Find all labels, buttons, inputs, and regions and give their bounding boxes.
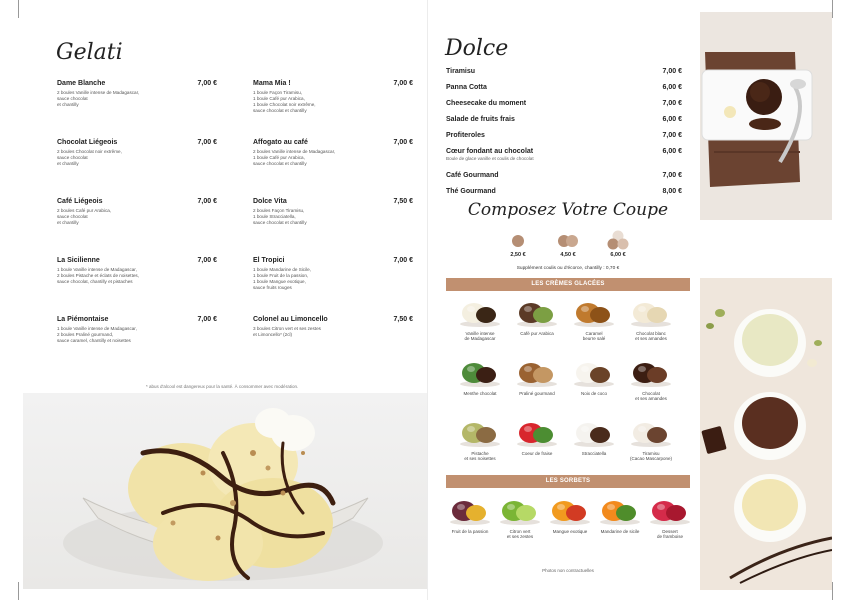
vanilla-icon xyxy=(454,293,506,329)
mango-icon xyxy=(544,491,596,527)
dolce-item xyxy=(446,172,682,188)
crop-mark xyxy=(18,582,19,600)
gelati-name: Chocolat Liégeois xyxy=(57,139,118,146)
gelati-price: 7,50 € xyxy=(393,198,413,205)
crop-mark xyxy=(832,582,833,600)
dolce-price: 7,00 € xyxy=(662,68,682,75)
gelati-column-right xyxy=(253,80,413,375)
caramel-icon xyxy=(568,293,620,329)
dolce-name: Cheesecake du moment xyxy=(446,100,527,107)
gelati-description: 2 boules Façon Tiramisu, 1 boule Stracciatella, sauce chocolat et chantilly xyxy=(253,208,307,225)
raspberry-icon xyxy=(644,491,696,527)
flavor-label: Fruit de la passion xyxy=(451,529,489,534)
gelati-description: 1 boule Vanille intense de Madagascar, 2 boules Pistache et éclats de noisettes, sauce chocolat, chantilly et pistaches xyxy=(57,267,139,284)
flavor-label: Coeur de fraise xyxy=(521,451,553,456)
flavor-label: Praliné gourmand xyxy=(519,391,555,396)
flavor-item xyxy=(494,491,546,540)
gelati-price: 7,00 € xyxy=(197,80,217,87)
flavor-label: Pistache et ses noisettes xyxy=(464,451,496,462)
gelati-price: 7,00 € xyxy=(393,139,413,146)
gelati-item xyxy=(253,139,413,198)
photos-disclaimer: Photos non contractuelles xyxy=(542,568,594,573)
dolce-name: Tiramisu xyxy=(446,68,476,75)
dolce-item xyxy=(446,100,682,116)
gelati-description: 2 boules Chocolat noir extrême, sauce chocolat et chantilly xyxy=(57,149,122,166)
dolce-price: 6,00 € xyxy=(662,116,682,123)
supplement-note: Supplément coulis ou d'écorce, chantilly : 0,70 € xyxy=(516,266,620,271)
gelati-description: 1 boule Mandarine de Sicile, 1 boule Fruit de la passion, 1 boule Mangue exotique, sauce fruits rouges xyxy=(253,267,311,290)
dolce-name: Salade de fruits frais xyxy=(446,116,515,123)
dolce-item xyxy=(446,116,682,132)
pistachio-icon xyxy=(454,413,506,449)
dolce-price: 6,00 € xyxy=(662,84,682,91)
flavor-item xyxy=(454,293,506,342)
gelati-description: 2 boules Vanille intense de Madagascar, sauce chocolat et chantilly xyxy=(57,90,140,107)
coconut-icon xyxy=(568,353,620,389)
dolce-item xyxy=(446,148,682,172)
flavor-label: Menthe chocolat xyxy=(463,391,497,396)
gelati-name: Café Liégeois xyxy=(57,198,103,205)
flavor-item xyxy=(625,353,677,402)
gelati-item xyxy=(57,80,217,139)
gelati-description: 3 boules Citron vert et ses zestes et Limoncello* (2cl) xyxy=(253,326,321,337)
white-chocolate-icon xyxy=(625,293,677,329)
gelati-price: 7,00 € xyxy=(197,257,217,264)
one-scoop-icon xyxy=(498,230,538,252)
flavor-label: Tiramisu (Cacao Mascarpone) xyxy=(629,451,673,462)
flavor-label: Stracciatella xyxy=(581,451,607,456)
dolce-name: Profiteroles xyxy=(446,132,485,139)
dolce-price: 6,00 € xyxy=(662,148,682,155)
flavor-label: Mandarine de sicile xyxy=(600,529,640,534)
cremes-heading: LES CRÈMES GLACÉES xyxy=(446,278,690,291)
coupe-option-1-scoop xyxy=(498,230,538,266)
flavor-item xyxy=(454,353,506,396)
coupe-price: 6,00 € xyxy=(610,252,626,258)
gelati-price: 7,00 € xyxy=(197,198,217,205)
coupe-title: Composez Votre Coupe xyxy=(467,200,669,220)
flavor-row xyxy=(446,413,690,473)
flavor-item xyxy=(625,413,677,462)
sorbets-heading: LES SORBETS xyxy=(446,475,690,488)
flavor-item xyxy=(454,413,506,462)
gelati-description: 2 boules Café pur Arabica, sauce chocolat et chantilly xyxy=(57,208,112,225)
gelati-name: Dame Blanche xyxy=(57,80,106,87)
dolce-price: 7,00 € xyxy=(662,132,682,139)
dolce-price: 8,00 € xyxy=(662,188,682,195)
dolce-title: Dolce xyxy=(445,36,509,61)
gelati-description: 1 boule Façon Tiramisu, 1 boule Café pur Arabica, 1 boule Chocolat noir extrême, sauce chocolat et chantilly xyxy=(253,90,316,113)
flavor-label: Noix de coco xyxy=(580,391,607,396)
gelati-price: 7,00 € xyxy=(197,139,217,146)
sorbets-grid xyxy=(446,491,690,551)
gelati-name: Dolce Vita xyxy=(253,198,287,205)
three-scoops-icon xyxy=(598,230,638,252)
flavor-label: Citron vert et ses zestes xyxy=(506,529,534,540)
flavor-item xyxy=(644,491,696,540)
strawberry-icon xyxy=(511,413,563,449)
dolce-price: 7,00 € xyxy=(662,172,682,179)
cremes-grid xyxy=(446,293,690,473)
flavor-item xyxy=(511,353,563,396)
coupe-option-3-scoops xyxy=(598,230,638,266)
gelati-item xyxy=(253,80,413,139)
flavor-label: Vanille intense de Madagascar xyxy=(464,331,496,342)
gelati-name: Mama Mia ! xyxy=(253,80,291,87)
gelati-price: 7,00 € xyxy=(197,316,217,323)
flavor-row xyxy=(446,353,690,413)
dolce-item xyxy=(446,68,682,84)
flavor-label: Café pur Arabica xyxy=(520,331,554,336)
flavor-row xyxy=(446,293,690,353)
mandarin-icon xyxy=(594,491,646,527)
flavor-item xyxy=(444,491,496,534)
flavor-label: Mangue exotique xyxy=(552,529,588,534)
gelati-item xyxy=(253,316,413,375)
dolce-name: Cœur fondant au chocolat xyxy=(446,148,534,155)
gelati-name: El Tropici xyxy=(253,257,285,264)
flavor-item xyxy=(511,413,563,456)
dolce-subtitle: Boule de glace vanille et coulis de chocolat xyxy=(446,156,534,161)
two-scoops-icon xyxy=(548,230,588,252)
gelati-price: 7,00 € xyxy=(393,257,413,264)
passion-fruit-icon xyxy=(444,491,496,527)
flavor-label: Chocolat et ses amandes xyxy=(635,391,667,402)
coupe-options xyxy=(446,230,690,266)
gelati-description: 1 boule Vanille intense de Madagascar, 2 boules Praliné gourmand, sauce caramel, chantilly et noisettes xyxy=(57,326,137,343)
gelati-name: La Sicilienne xyxy=(57,257,100,264)
dolce-list xyxy=(446,68,682,204)
gelati-name: La Piémontaise xyxy=(57,316,109,323)
alcohol-notice: * abus d'alcool est dangereux pour la santé. À consommer avec modération. xyxy=(146,384,299,389)
gelati-item xyxy=(253,198,413,257)
stracciatella-icon xyxy=(568,413,620,449)
gelati-item xyxy=(57,198,217,257)
coffee-icon xyxy=(511,293,563,329)
flavor-item xyxy=(568,293,620,342)
right-page xyxy=(428,0,855,600)
gelati-title: Gelati xyxy=(56,40,123,65)
coupe-option-2-scoops xyxy=(548,230,588,266)
fondant-photo xyxy=(700,12,832,220)
tiramisu-icon xyxy=(625,413,677,449)
gelati-name: Colonel au Limoncello xyxy=(253,316,328,323)
dolce-item xyxy=(446,132,682,148)
flavor-item xyxy=(544,491,596,534)
hazelnut-icon xyxy=(511,353,563,389)
dolce-name: Café Gourmand xyxy=(446,172,499,179)
crop-mark xyxy=(832,0,833,18)
coupe-price: 2,50 € xyxy=(510,252,526,258)
gelati-item xyxy=(57,316,217,375)
flavor-label: Caramel beurre salé xyxy=(582,331,606,342)
gelati-price: 7,50 € xyxy=(393,316,413,323)
crop-mark xyxy=(18,0,19,18)
flavor-row xyxy=(446,491,690,551)
gelati-item xyxy=(57,139,217,198)
flavor-item xyxy=(568,353,620,396)
dolce-price: 7,00 € xyxy=(662,100,682,107)
flavor-item xyxy=(625,293,677,342)
gelati-name: Affogato au café xyxy=(253,139,308,146)
gelati-price: 7,00 € xyxy=(393,80,413,87)
flavor-item xyxy=(594,491,646,534)
flavor-item xyxy=(568,413,620,456)
ice-cream-bowls-photo xyxy=(700,278,832,590)
mint-chocolate-icon xyxy=(454,353,506,389)
sundae-photo xyxy=(23,393,427,589)
flavor-label: Chocolat blanc et ses amandes xyxy=(635,331,667,342)
dolce-name: Thé Gourmand xyxy=(446,188,496,195)
flavor-item xyxy=(511,293,563,336)
gelati-description: 2 boules Vanille intense de Madagascar, 1 boule Café pur Arabica, sauce chocolat et chantilly xyxy=(253,149,336,166)
gelati-item xyxy=(57,257,217,316)
dolce-item xyxy=(446,84,682,100)
dark-chocolate-icon xyxy=(625,353,677,389)
flavor-label: Dessert de framboise xyxy=(656,529,683,540)
lime-icon xyxy=(494,491,546,527)
gelati-column-left xyxy=(57,80,217,375)
gelati-item xyxy=(253,257,413,316)
coupe-price: 4,50 € xyxy=(560,252,576,258)
dolce-name: Panna Cotta xyxy=(446,84,487,91)
